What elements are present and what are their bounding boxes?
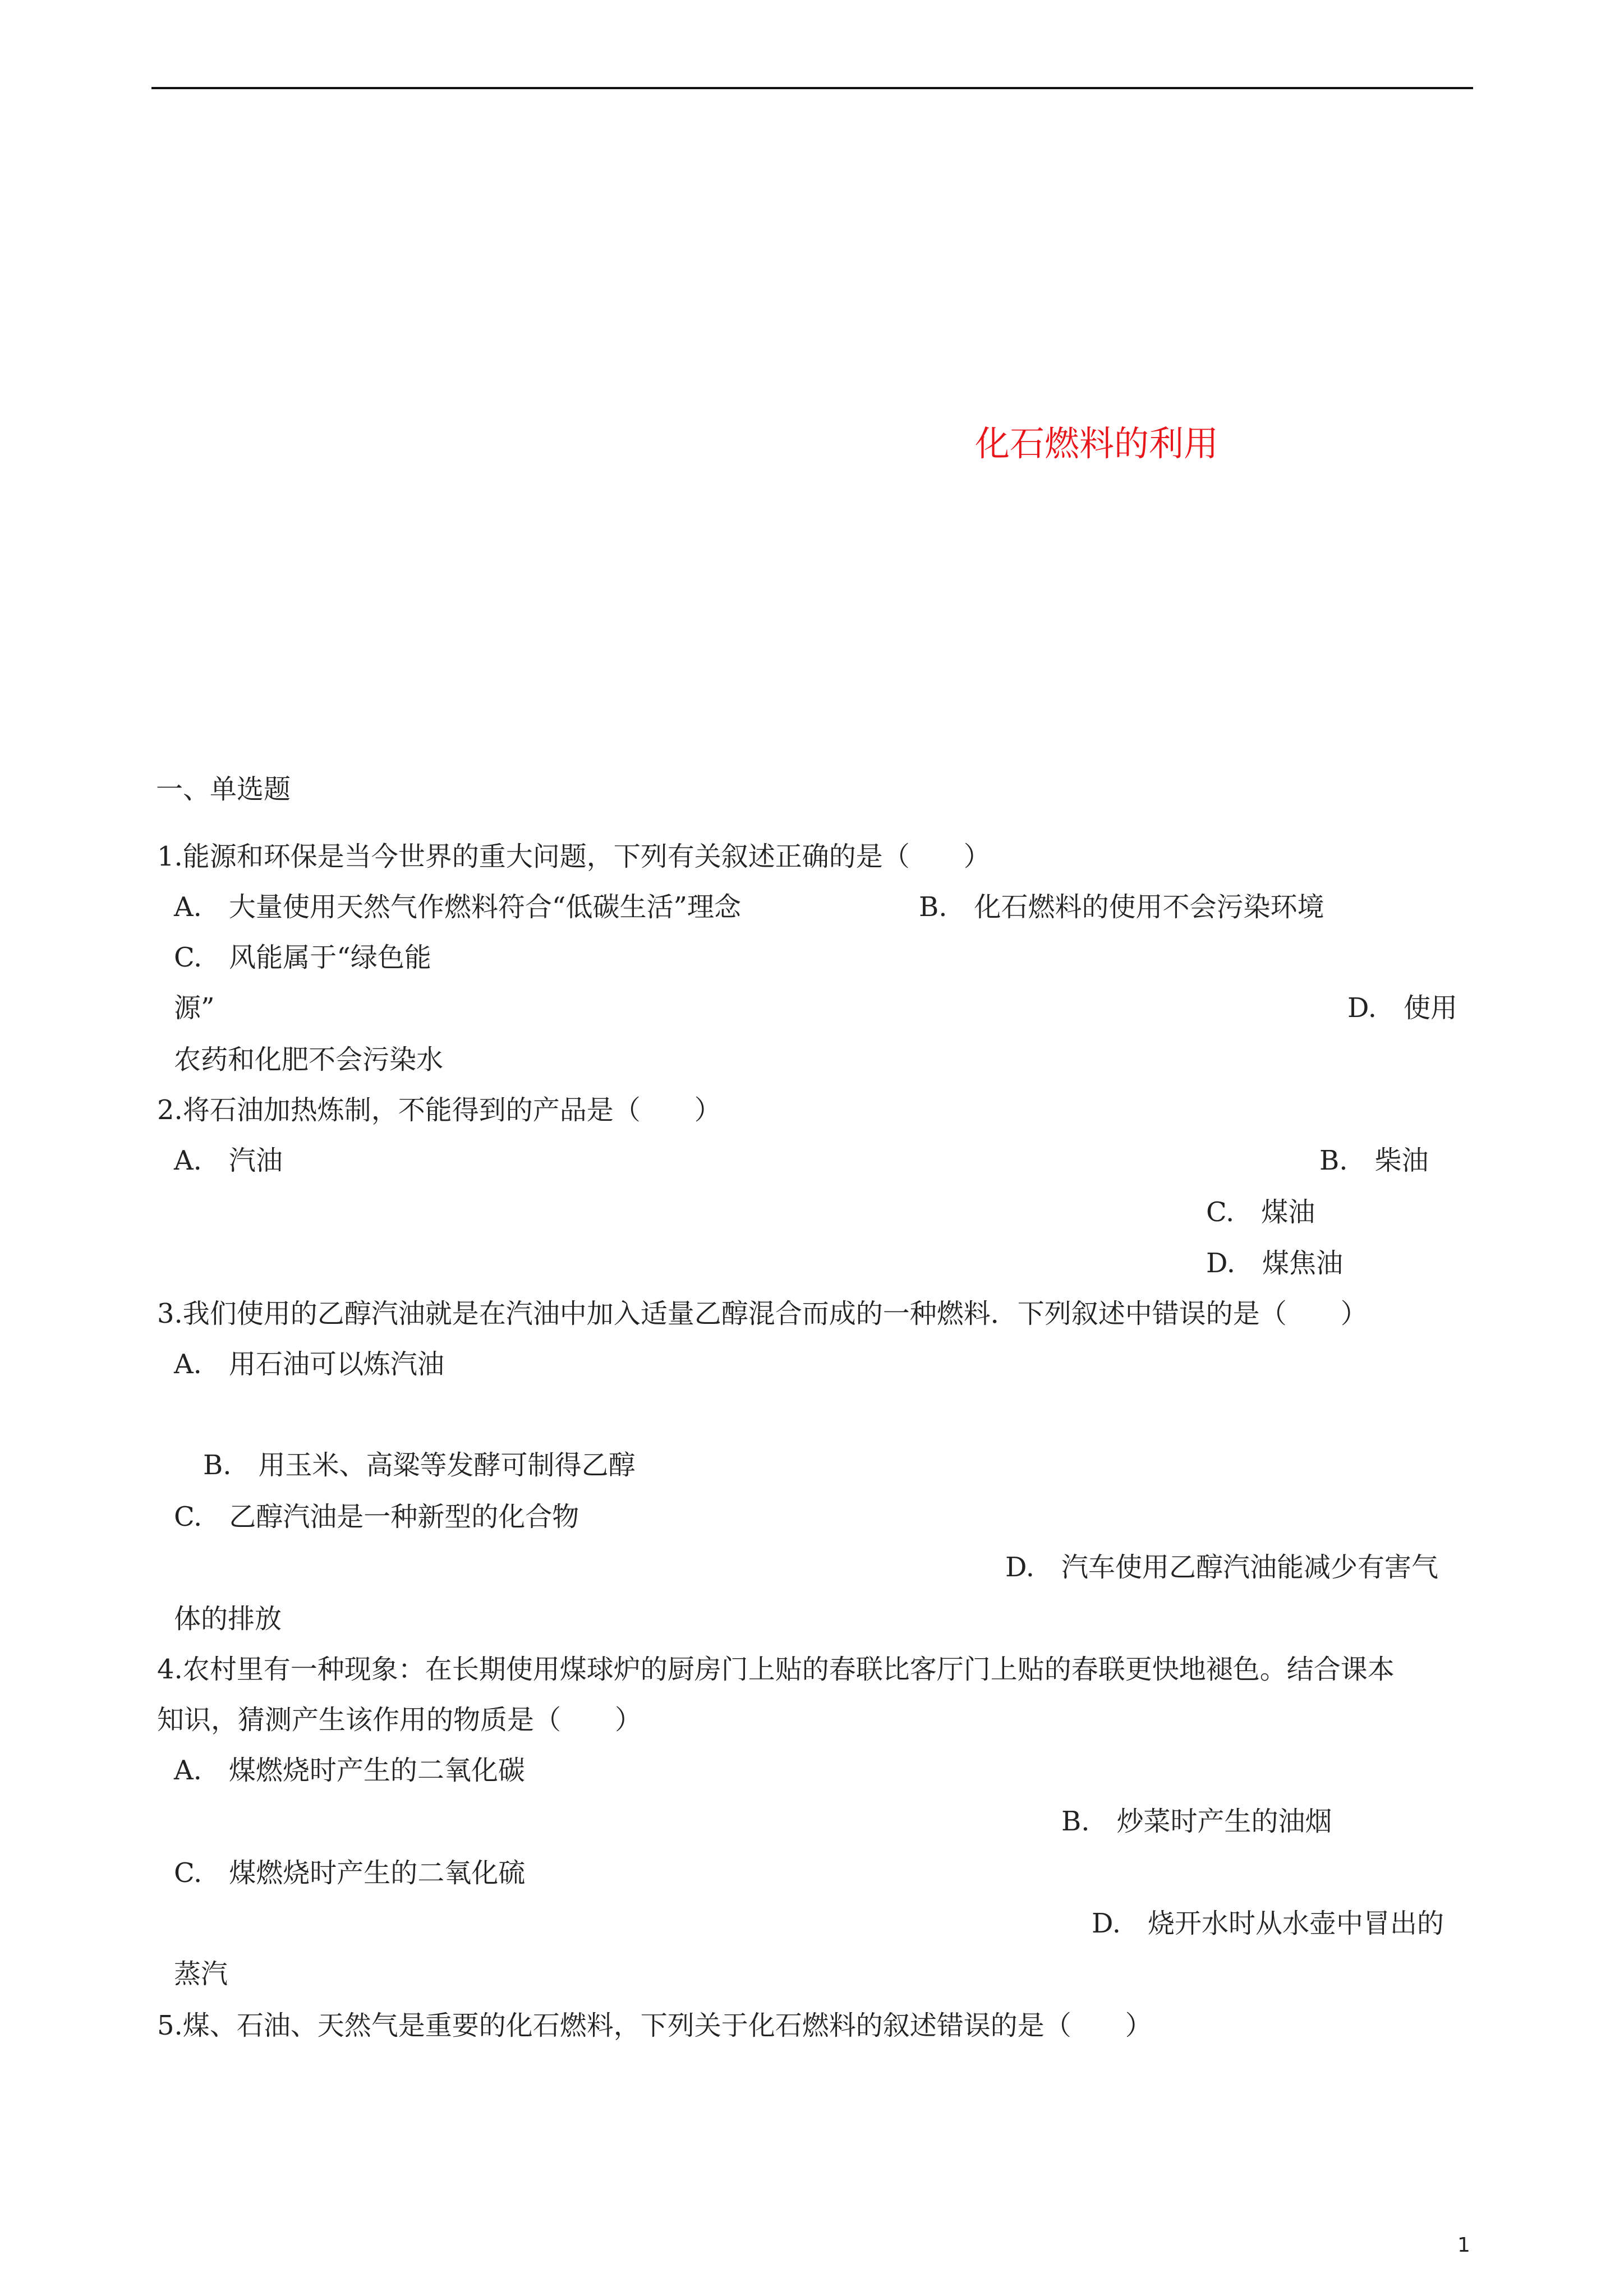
question-1-stem: 1.能源和环保是当今世界的重大问题，下列有关叙述正确的是（ ） xyxy=(157,841,991,872)
question-1-option-d: D. 使用 xyxy=(1347,992,1458,1024)
question-2-option-b: B. 柴油 xyxy=(1319,1145,1429,1176)
question-1-option-c: C. 风能属于“绿色能 xyxy=(174,942,431,973)
question-3-option-d: D. 汽车使用乙醇汽油能减少有害气 xyxy=(1005,1552,1439,1583)
question-4-option-b: B. 炒菜时产生的油烟 xyxy=(1061,1806,1332,1837)
question-3-stem: 3.我们使用的乙醇汽油就是在汽油中加入适量乙醇混合而成的一种燃料．下列叙述中错误的是（ ） xyxy=(157,1298,1368,1329)
section-heading: 一、单选题 xyxy=(156,774,291,805)
question-4-stem-cont: 知识，猜测产生该作用的物质是（ ） xyxy=(157,1704,642,1736)
question-1-option-c-cont: 源” xyxy=(174,992,215,1024)
question-3-option-d-cont: 体的排放 xyxy=(174,1603,282,1635)
document-title: 化石燃料的利用 xyxy=(975,423,1219,464)
question-3-option-c: C. 乙醇汽油是一种新型的化合物 xyxy=(174,1501,579,1533)
question-4-stem: 4.农村里有一种现象：在长期使用煤球炉的厨房门上贴的春联比客厅门上贴的春联更快地褪色。结合课本 xyxy=(157,1654,1395,1685)
question-5-stem: 5.煤、石油、天然气是重要的化石燃料，下列关于化石燃料的叙述错误的是（ ） xyxy=(157,2010,1152,2041)
question-4-option-a: A. 煤燃烧时产生的二氧化碳 xyxy=(174,1755,525,1786)
question-2-option-c: C. 煤油 xyxy=(1206,1197,1315,1228)
question-3-option-a: A. 用石油可以炼汽油 xyxy=(174,1349,444,1380)
header-rule xyxy=(151,87,1473,89)
question-2-option-a: A. 汽油 xyxy=(174,1145,283,1176)
question-1-option-b: B. 化石燃料的使用不会污染环境 xyxy=(919,891,1324,923)
question-2-option-d: D. 煤焦油 xyxy=(1206,1248,1344,1279)
question-4-option-c: C. 煤燃烧时产生的二氧化硫 xyxy=(174,1857,526,1889)
question-1-option-a: A. 大量使用天然气作燃料符合“低碳生活”理念 xyxy=(174,891,742,923)
question-3-option-b: B. 用玉米、高粱等发酵可制得乙醇 xyxy=(203,1450,636,1481)
page-number: 1 xyxy=(1457,2234,1470,2257)
question-4-option-d: D. 烧开水时从水壶中冒出的 xyxy=(1092,1908,1444,1939)
question-1-option-d-cont: 农药和化肥不会污染水 xyxy=(174,1044,444,1075)
question-2-stem: 2.将石油加热炼制，不能得到的产品是（ ） xyxy=(157,1094,721,1126)
question-4-option-d-cont: 蒸汽 xyxy=(174,1958,228,1990)
